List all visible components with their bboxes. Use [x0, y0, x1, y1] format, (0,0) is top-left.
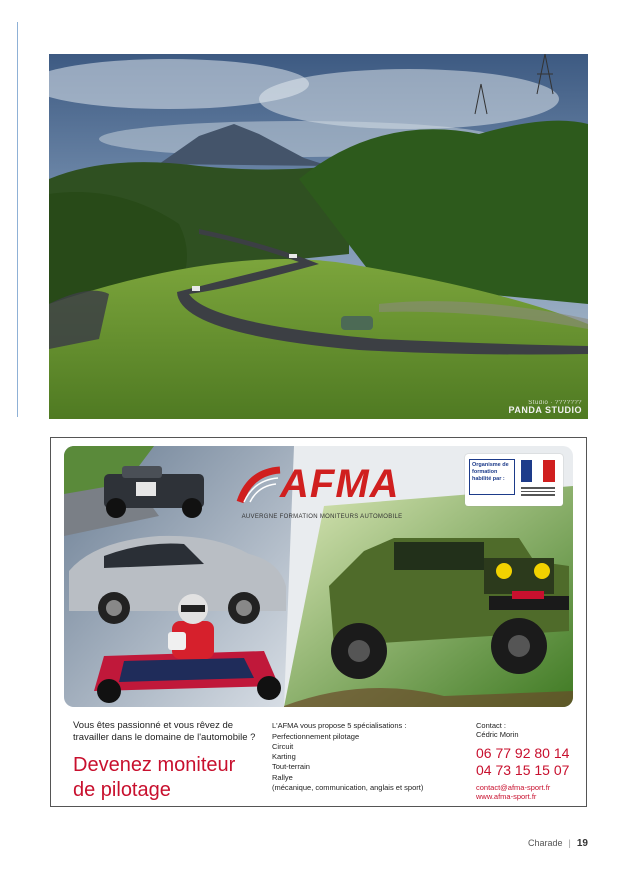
speciality-item: Tout-terrain	[272, 762, 310, 772]
afma-advertisement	[50, 437, 587, 807]
speciality-item: Rallye	[272, 772, 293, 782]
ministry-logo-lines	[521, 485, 555, 498]
speciality-item: Perfectionnement pilotage	[272, 732, 360, 741]
afma-logo-mark	[232, 466, 282, 506]
certification-label: Organisme de formation habilité par :	[472, 462, 509, 482]
certification-badge	[465, 454, 563, 506]
race-car	[192, 286, 200, 291]
ad-left-column	[73, 720, 263, 802]
photo-credit-studio: PANDA STUDIO	[508, 405, 582, 415]
circuit-photo	[49, 54, 588, 419]
contact-phone-mobile[interactable]: 06 77 92 80 14	[476, 745, 570, 761]
contact-label: Contact :	[476, 721, 507, 730]
page-footer	[528, 838, 588, 849]
afma-logo-title: AFMA	[280, 462, 400, 506]
race-car	[341, 316, 373, 330]
ad-artwork	[64, 446, 573, 707]
afma-logo-subtitle: AUVERGNE FORMATION MONITEURS AUTOMOBILE	[241, 514, 403, 520]
photo-credit-small: Studio · ???????	[528, 400, 582, 406]
ad-headline-line2: de pilotage	[73, 778, 171, 801]
footer-section: Charade	[528, 838, 563, 848]
contact-website-link[interactable]: www.afma-sport.fr	[476, 791, 537, 801]
ad-headline-line1: Devenez moniteur	[73, 754, 236, 777]
circuit-landscape	[49, 54, 588, 419]
contact-name: Cédric Morin	[476, 730, 519, 739]
page-number: 19	[576, 838, 588, 849]
race-car	[289, 254, 297, 258]
speciality-item: (mécanique, communication, anglais et sport)	[272, 782, 424, 792]
ad-contact	[476, 721, 581, 801]
specialities-intro: L'AFMA vous propose 5 spécialisations :	[272, 721, 407, 730]
speciality-item: Circuit	[272, 742, 294, 752]
photo-credit	[509, 400, 583, 415]
margin-rule	[17, 22, 18, 417]
contact-email-link[interactable]: contact@afma-sport.fr	[476, 782, 551, 792]
footer-separator: |	[568, 838, 571, 848]
contact-phone-landline[interactable]: 04 73 15 15 07	[476, 761, 570, 778]
french-flag-icon	[521, 460, 555, 482]
speciality-item: Karting	[272, 752, 296, 762]
ad-headline	[73, 753, 263, 802]
ad-specialities	[272, 721, 472, 793]
cloud	[259, 69, 559, 129]
ad-lead-text: Vous êtes passionné et vous rêvez de travailler dans le domaine de l'automobile ?	[73, 720, 256, 744]
